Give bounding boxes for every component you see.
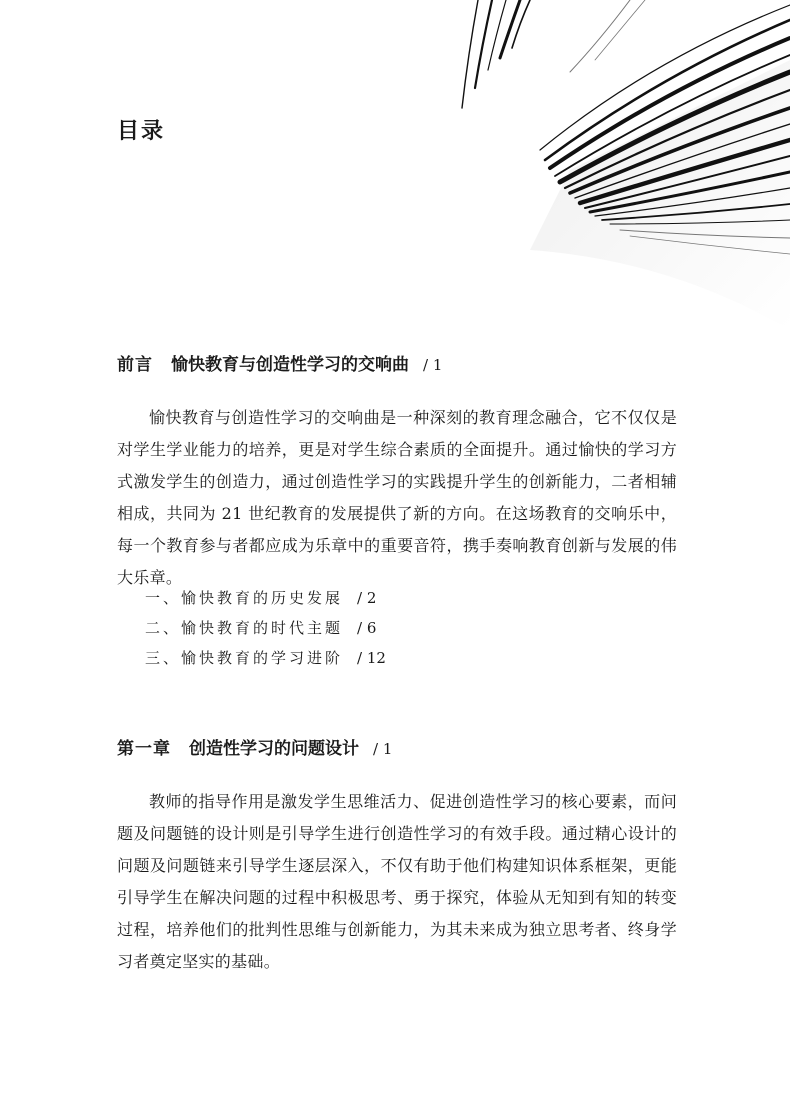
toc-entry[interactable] <box>145 583 386 613</box>
chapter1-label: 第一章 <box>117 739 171 759</box>
toc-entry-title: 三、愉快教育的学习进阶 <box>145 649 344 667</box>
toc-title: 目录 <box>117 118 166 144</box>
decorative-swirl-graphic <box>420 0 790 330</box>
preface-title: 愉快教育与创造性学习的交响曲 <box>171 355 409 375</box>
toc-entry-title: 一、愉快教育的历史发展 <box>145 589 344 607</box>
chapter1-heading[interactable] <box>117 734 392 759</box>
preface-page: / 1 <box>423 356 443 374</box>
chapter1-page: / 1 <box>373 740 393 758</box>
toc-entry[interactable] <box>145 613 386 643</box>
toc-entry-page: / 12 <box>357 649 386 667</box>
preface-section-list <box>145 583 386 673</box>
toc-entry-page: / 6 <box>357 619 377 637</box>
chapter1-paragraph: 教师的指导作用是激发学生思维活力、促进创造性学习的核心要素，而问题及问题链的设计则是引导学生进行创造性学习的有效手段。通过精心设计的问题及问题链来引导学生逐层深入，不仅有助于他们构建知识体系框架，更能引导学生在解决问题的过程中积极思考、勇于探究，体验从无知到有知的转变过程，培养他们的批判性思维与创新能力，为其未来成为独立思考者、终身学习者奠定坚实的基础。 <box>117 792 677 971</box>
toc-entry-page: / 2 <box>357 589 377 607</box>
preface-label: 前言 <box>117 355 153 375</box>
preface-paragraph: 愉快教育与创造性学习的交响曲是一种深刻的教育理念融合，它不仅仅是对学生学业能力的培养，更是对学生综合素质的全面提升。通过愉快的学习方式激发学生的创造力，通过创造性学习的实践提升学生的创新能力，二者相辅相成，共同为 21 世纪教育的发展提供了新的方向。在这场教育的交响乐中，每一个教育参与者都应成为乐章中的重要音符，携手奏响教育创新与发展的伟大乐章。 <box>117 408 677 587</box>
preface-heading[interactable] <box>117 350 442 375</box>
chapter1-title: 创造性学习的问题设计 <box>189 739 359 759</box>
toc-entry[interactable] <box>145 643 386 673</box>
toc-entry-title: 二、愉快教育的时代主题 <box>145 619 344 637</box>
